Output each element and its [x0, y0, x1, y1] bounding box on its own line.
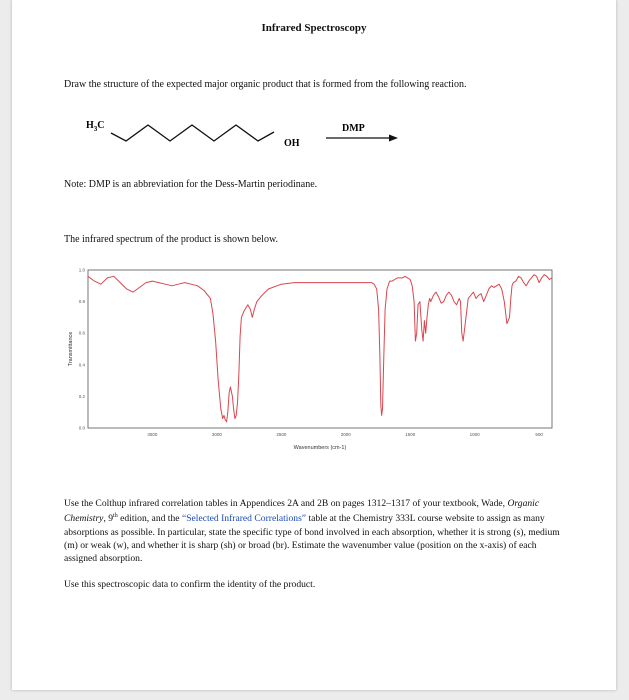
instructions-block	[64, 497, 564, 591]
question-prompt: Draw the structure of the expected major organic product that is formed from the following reaction.	[64, 79, 467, 90]
instructions-paragraph-2: Use this spectroscopic data to confirm the identity of the product.	[64, 579, 316, 591]
y-axis-ticks	[79, 268, 86, 431]
y-tick-label: 0.8	[78, 299, 85, 305]
y-tick-label: 0.2	[78, 393, 85, 399]
hydroxyl-label: OH	[284, 138, 300, 149]
y-tick-label: 0.0	[78, 425, 85, 431]
methyl-group-label: $H_3C$	[86, 120, 105, 133]
x-tick-label: 3000	[211, 432, 222, 437]
instructions-paragraph-1: Use the Colthup infrared correlation tables in Appendices 2A and 2B on pages 1312–1317 of your textbook, Wade, Organic Chemistry, 9th edition, and the “Selected Infrared Correlations” table at the Chemistry 333L course website to assign as many absorptions as possible. In particular, state the specific type of bond involved in each absorption, whether it is strong (s), medium (m) or weak (w), and whether it is sharp (sh) or broad (br). Estimate the wavenumber value (position on the x-axis) of each assigned absorption.	[64, 498, 560, 564]
reagent-label: DMP	[342, 123, 365, 134]
x-axis-label: Wavenumbers (cm-1)	[293, 445, 347, 451]
x-tick-label: 2500	[276, 432, 287, 437]
x-tick-label: 2000	[340, 432, 351, 437]
textbook-title: Organic Chemistry	[64, 498, 540, 525]
spectrum-intro: The infrared spectrum of the product is shown below.	[64, 234, 279, 245]
page-title: Infrared Spectroscopy	[261, 22, 367, 34]
x-tick-label: 500	[535, 432, 543, 437]
y-axis-label: Transmittance	[68, 331, 74, 367]
x-tick-label: 1500	[405, 432, 416, 437]
y-tick-label: 0.4	[78, 362, 85, 368]
x-tick-label: 1000	[469, 432, 480, 437]
document-page	[12, 0, 616, 690]
x-tick-label: 3500	[147, 432, 158, 437]
carbon-chain-bond-lines	[111, 125, 274, 141]
dmp-note: Note: DMP is an abbreviation for the Dess-Martin periodinane.	[64, 179, 318, 190]
selected-ir-correlations-link[interactable]: “Selected Infrared Correlations”	[181, 513, 307, 525]
reaction-scheme	[64, 108, 404, 158]
plot-area-frame	[88, 270, 552, 428]
y-tick-label: 1.0	[78, 267, 85, 273]
x-axis-ticks	[147, 432, 543, 437]
y-tick-label: 0.6	[78, 330, 85, 336]
ir-spectrum-chart	[60, 262, 560, 458]
reaction-arrow-icon	[389, 135, 398, 142]
